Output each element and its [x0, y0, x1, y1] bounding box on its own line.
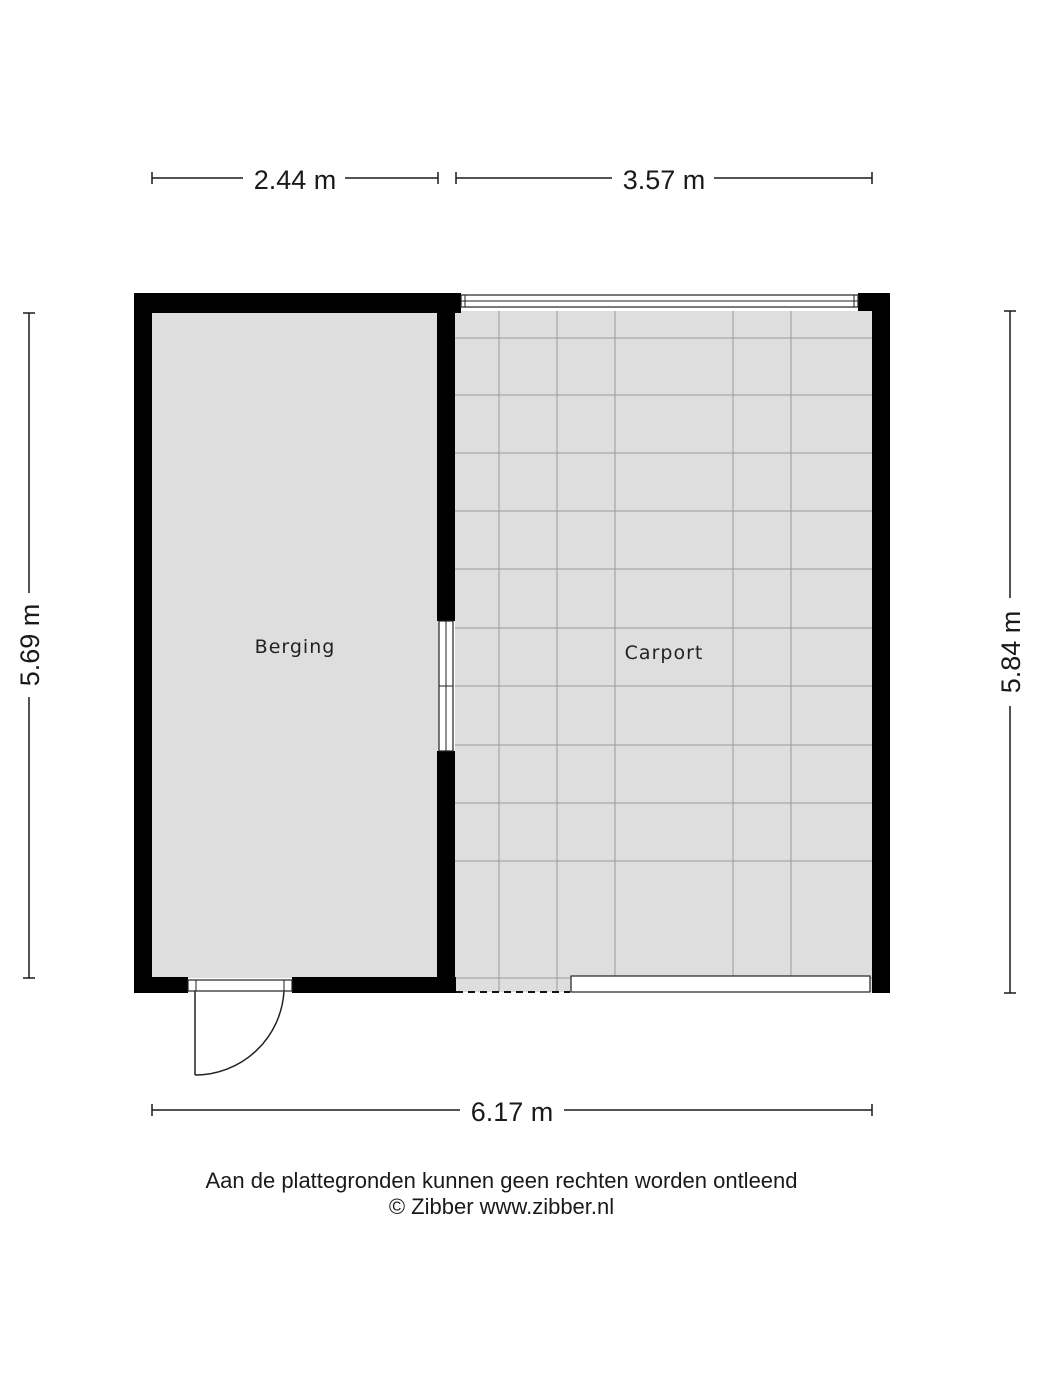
partition-window — [439, 621, 453, 751]
storage-door — [188, 980, 292, 1075]
footer-disclaimer: Aan de plattegronden kunnen geen rechten worden ontleend — [205, 1168, 798, 1193]
dimension-right-label: 5.84 m — [996, 610, 1026, 694]
door-swing-arc — [195, 991, 284, 1075]
footer-copyright: © Zibber www.zibber.nl — [388, 1194, 615, 1219]
storage-top-wall — [134, 293, 461, 313]
partition-wall-lower — [437, 751, 455, 993]
storage-bottom-wall-right — [292, 977, 456, 993]
partition-wall-upper — [437, 293, 455, 621]
room-label-storage: Berging — [254, 636, 336, 658]
dimension-top-left-label: 2.44 m — [253, 165, 337, 195]
carport-top-beam — [461, 295, 858, 307]
dimension-bottom-label: 6.17 m — [470, 1097, 554, 1127]
room-label-carport: Carport — [624, 642, 704, 664]
storage-bottom-wall-left — [134, 977, 188, 993]
dimension-top-right-label: 3.57 m — [622, 165, 706, 195]
dimension-left-label: 5.69 m — [15, 603, 45, 687]
storage-left-wall — [134, 293, 152, 993]
carport-right-wall — [872, 293, 890, 993]
carport-bottom-beam — [571, 976, 870, 992]
